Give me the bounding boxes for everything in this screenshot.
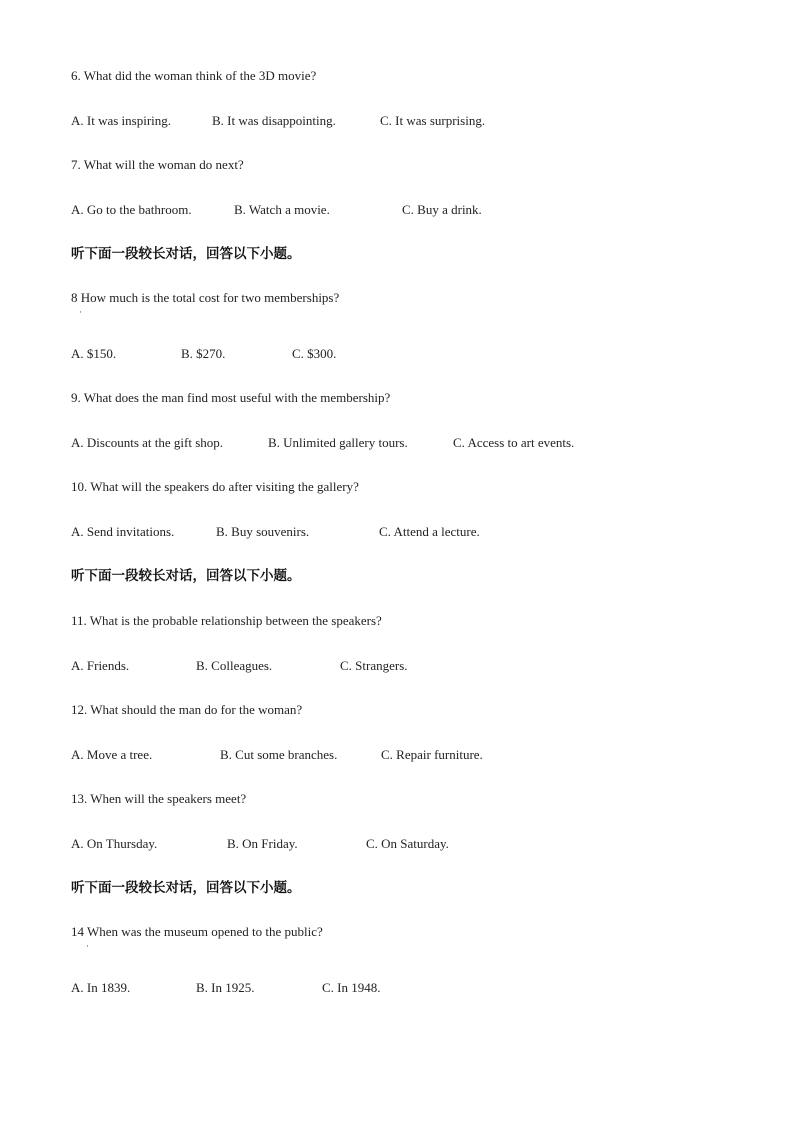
q7-option-a: A. Go to the bathroom. bbox=[71, 202, 192, 217]
stray-mark: · bbox=[86, 941, 89, 951]
q12-option-c: C. Repair furniture. bbox=[381, 747, 483, 762]
q9-option-a: A. Discounts at the gift shop. bbox=[71, 435, 224, 450]
question-8: 8 How much is the total cost for two memberships? bbox=[71, 290, 340, 305]
question-6: 6. What did the woman think of the 3D movie? bbox=[71, 68, 317, 83]
q7-option-c: C. Buy a drink. bbox=[402, 202, 482, 217]
q13-option-a: A. On Thursday. bbox=[71, 836, 158, 851]
q14-option-b: B. In 1925. bbox=[196, 980, 255, 995]
q8-option-c: C. $300. bbox=[292, 346, 337, 361]
q8-option-a: A. $150. bbox=[71, 346, 117, 361]
question-14: 14 When was the museum opened to the public? bbox=[71, 924, 323, 939]
q12-option-b: B. Cut some branches. bbox=[220, 747, 338, 762]
q9-option-c: C. Access to art events. bbox=[453, 435, 575, 450]
q13-option-b: B. On Friday. bbox=[227, 836, 298, 851]
q10-option-c: C. Attend a lecture. bbox=[379, 524, 480, 539]
stray-mark: · bbox=[79, 307, 82, 317]
question-10: 10. What will the speakers do after visiting the gallery? bbox=[71, 479, 359, 494]
q11-option-b: B. Colleagues. bbox=[196, 658, 273, 673]
q6-option-b: B. It was disappointing. bbox=[212, 113, 336, 128]
q11-option-a: A. Friends. bbox=[71, 658, 130, 673]
q9-option-b: B. Unlimited gallery tours. bbox=[268, 435, 408, 450]
q14-option-a: A. In 1839. bbox=[71, 980, 131, 995]
q14-option-c: C. In 1948. bbox=[322, 980, 381, 995]
q10-option-b: B. Buy souvenirs. bbox=[216, 524, 310, 539]
q6-option-a: A. It was inspiring. bbox=[71, 113, 172, 128]
question-13: 13. When will the speakers meet? bbox=[71, 791, 247, 806]
q6-option-c: C. It was surprising. bbox=[380, 113, 486, 128]
question-7: 7. What will the woman do next? bbox=[71, 157, 244, 172]
question-12: 12. What should the man do for the woman? bbox=[71, 702, 303, 717]
q12-option-a: A. Move a tree. bbox=[71, 747, 153, 762]
question-9: 9. What does the man find most useful with the membership? bbox=[71, 390, 391, 405]
q11-option-c: C. Strangers. bbox=[340, 658, 408, 673]
q8-option-b: B. $270. bbox=[181, 346, 226, 361]
question-11: 11. What is the probable relationship between the speakers? bbox=[71, 613, 382, 628]
section-heading-1: 听下面一段较长对话，回答以下小题。 bbox=[71, 246, 301, 262]
q13-option-c: C. On Saturday. bbox=[366, 836, 449, 851]
q10-option-a: A. Send invitations. bbox=[71, 524, 175, 539]
section-heading-3: 听下面一段较长对话，回答以下小题。 bbox=[71, 880, 301, 896]
q7-option-b: B. Watch a movie. bbox=[234, 202, 330, 217]
section-heading-2: 听下面一段较长对话，回答以下小题。 bbox=[71, 568, 301, 584]
